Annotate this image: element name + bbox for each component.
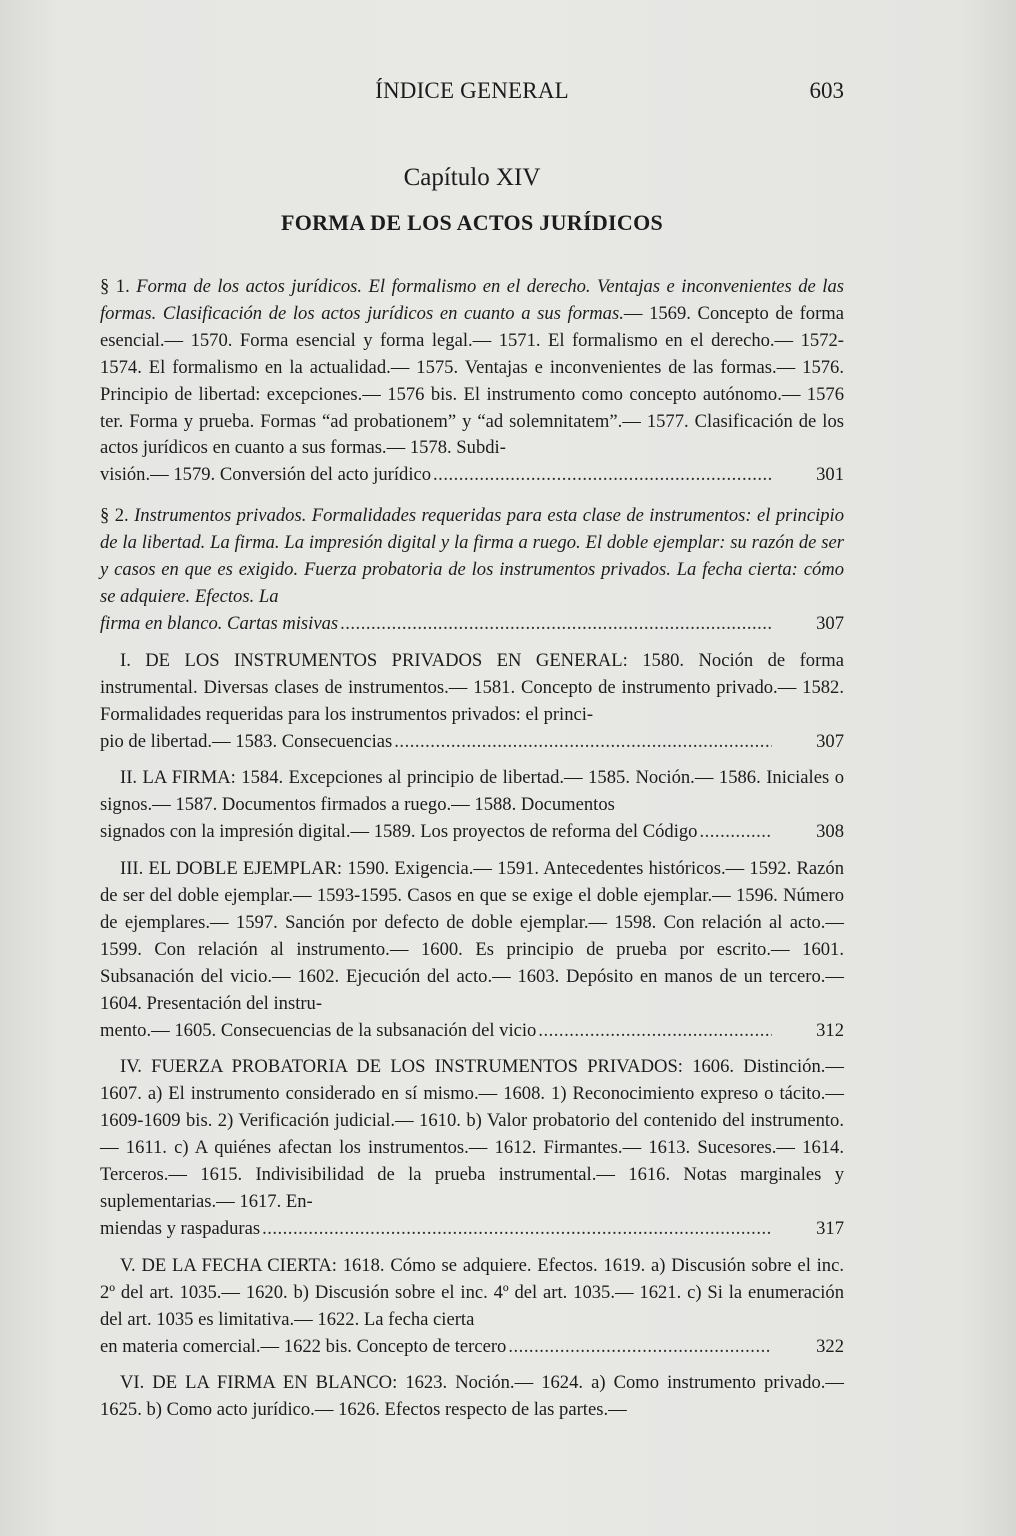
chapter-number: Capítulo XIV xyxy=(403,164,541,191)
subsection-text: III. EL DOBLE EJEMPLAR: 1590. Exigencia.— 1591. Antecedentes históricos.— 1592. Razón de ser del doble ejemplar.— 1593-1595. Casos en que se exige el doble ejemplar.— 1596. Número de ejemplares.— 1597. Sanción por defecto de doble ejemplar.— 1598. Con relación al acto.— 1599. Con relación al instrumento.— 1600. Es principio de prueba por escrito.— 1601. Subsanación del vicio.— 1602. Ejecución del acto.— 1603. Depósito en manos de un tercero.— 1604. Presentación del instru- xyxy=(100,858,844,1014)
section-heading: Instrumentos privados. Formalidades requeridas para esta clase de instrumentos: el principio de la libertad. La firma. La impresión digital y la firma a ruego. El doble ejemplar: su razón de ser y casos en que es exigido. Fuerza probatoria de los instrumentos privados. La fecha cierta: cómo se adquiere. Efectos. La xyxy=(100,505,844,607)
subsection-body xyxy=(100,1054,844,1215)
dot-leader xyxy=(340,611,772,638)
subsection-body xyxy=(100,856,844,1017)
toc-leader-line xyxy=(100,729,844,756)
toc-leader-line xyxy=(100,1334,844,1361)
subsection-text: V. DE LA FECHA CIERTA: 1618. Cómo se adquiere. Efectos. 1619. a) Discusión sobre el inc. 2º del art. 1035.— 1620. b) Discusión sobre el inc. 4º del art. 1035.— 1621. c) Si la enumeración del art. 1035 es limitativa.— 1622. La fecha cierta xyxy=(100,1254,844,1330)
subsection-last-line: miendas y raspaduras xyxy=(100,1217,261,1239)
dot-leader xyxy=(433,462,772,489)
chapter-title: FORMA DE LOS ACTOS JURÍDICOS xyxy=(280,210,664,235)
toc-leader-line xyxy=(100,1216,844,1243)
subsection-entry xyxy=(100,1253,844,1361)
dot-leader xyxy=(262,1216,772,1243)
subsection-body xyxy=(100,648,844,729)
subsection-text: IV. FUERZA PROBATORIA DE LOS INSTRUMENTOS PRIVADOS: 1606. Distinción.— 1607. a) El instrumento considerado en sí mismo.— 1608. 1) Reconocimiento expreso o tácito.— 1609-1609 bis. 2) Verificación judicial.— 1610. b) Valor probatorio del contenido del instrumento.— 1611. c) A quiénes afectan los instrumentos.— 1612. Firmantes.— 1613. Sucesores.— 1614. Terceros.— 1615. Indivisibilidad de la prueba instrumental.— 1616. Notas marginales y suplementarias.— 1617. En- xyxy=(100,1056,844,1212)
section-label: § 1. xyxy=(100,276,130,297)
toc-leader-line xyxy=(100,819,844,846)
subsection-text: VI. DE LA FIRMA EN BLANCO: 1623. Noción.— 1624. a) Como instrumento privado.— 1625. b) Como acto jurídico.— 1626. Efectos respecto de las partes.— xyxy=(100,1372,844,1421)
index-content xyxy=(100,274,844,1424)
subsection-entry xyxy=(100,1370,844,1424)
subsection-last-line: pio de libertad.— 1583. Consecuencias xyxy=(100,730,393,752)
section-last-line: visión.— 1579. Conversión del acto jurídico xyxy=(100,464,432,486)
subsection-body xyxy=(100,765,844,819)
toc-leader-line xyxy=(100,462,844,489)
subsection-last-line: mento.— 1605. Consecuencias de la subsanación del vicio xyxy=(100,1019,537,1041)
section-heading: Forma de los actos jurídicos. El formalismo en el derecho. Ventajas e inconvenientes de las formas. Clasificación de los actos jurídicos en cuanto a sus formas. xyxy=(100,276,844,324)
dot-leader xyxy=(538,1018,772,1045)
page-number: 603 xyxy=(809,78,844,103)
dot-leader xyxy=(699,819,772,846)
subsection-page: 308 xyxy=(816,821,844,843)
section-text: — 1569. Concepto de forma esencial.— 1570. Forma esencial y forma legal.— 1571. El formalismo en el derecho.— 1572-1574. El formalismo en la actualidad.— 1575. Ventajas e inconvenientes de las formas.— 1576. Principio de libertad: excepciones.— 1576 bis. El instrumento como concepto autónomo.— 1576 ter. Forma y prueba. Formas “ad probationem” y “ad solemnitatem”.— 1577. Clasificación de los actos jurídicos en cuanto a sus formas.— 1578. Subdi- xyxy=(100,302,844,459)
section-last-line: firma en blanco. Cartas misivas xyxy=(100,612,339,634)
subsection-body xyxy=(100,1370,844,1424)
subsection-entry xyxy=(100,856,844,1044)
section-label: § 2. xyxy=(100,505,129,527)
section-entry xyxy=(100,274,844,489)
section-page: 307 xyxy=(816,612,844,634)
dot-leader xyxy=(508,1334,772,1361)
subsection-text: I. DE LOS INSTRUMENTOS PRIVADOS EN GENERAL: 1580. Noción de forma instrumental. Diversas clases de instrumentos.— 1581. Concepto de instrumento privado.— 1582. Formalidades requeridas para los instrumentos privados: el princi- xyxy=(100,649,844,725)
subsection-entry xyxy=(100,765,844,846)
dot-leader xyxy=(394,729,772,756)
section-entry xyxy=(100,503,844,638)
section-body xyxy=(100,503,844,611)
subsection-entry xyxy=(100,648,844,756)
running-head xyxy=(100,78,844,112)
subsection-page: 322 xyxy=(816,1335,844,1357)
subsection-last-line: signados con la impresión digital.— 1589. Los proyectos de reforma del Código xyxy=(100,821,698,843)
toc-leader-line xyxy=(100,611,844,638)
subsection-body xyxy=(100,1253,844,1334)
section-page: 301 xyxy=(816,464,844,486)
running-title: ÍNDICE GENERAL xyxy=(375,78,569,103)
subsection-page: 317 xyxy=(816,1217,844,1239)
subsection-page: 307 xyxy=(816,730,844,752)
toc-leader-line xyxy=(100,1018,844,1045)
section-body xyxy=(100,274,844,462)
subsection-page: 312 xyxy=(816,1019,844,1041)
subsection-entry xyxy=(100,1054,844,1242)
subsection-last-line: en materia comercial.— 1622 bis. Concepto de tercero xyxy=(100,1335,507,1357)
subsection-text: II. LA FIRMA: 1584. Excepciones al principio de libertad.— 1585. Noción.— 1586. Iniciales o signos.— 1587. Documentos firmados a ruego.— 1588. Documentos xyxy=(100,767,844,816)
